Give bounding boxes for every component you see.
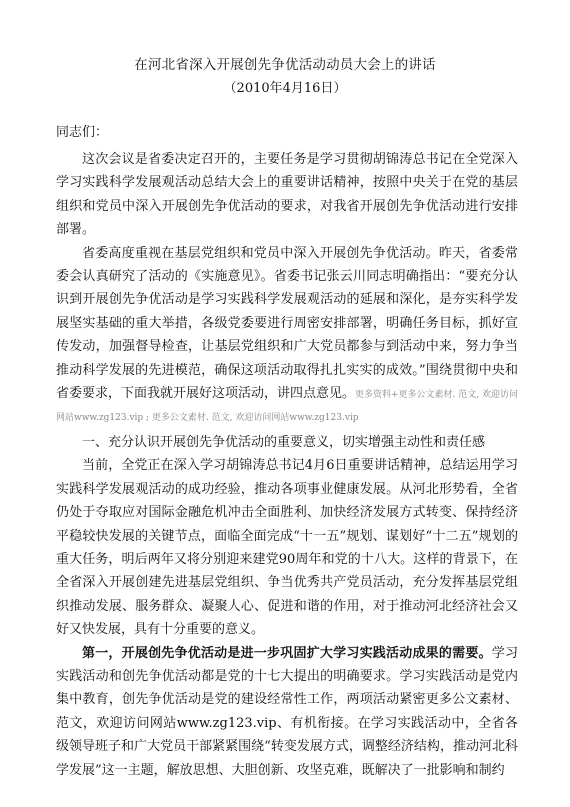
paragraph-text: 这次会议是省委决定召开的，主要任务是学习贯彻胡锦涛总书记在全党深入学习实践科学发展观活动总结大会上的重要讲话精神，按照中央关于在党的基层组织和党员中深入开展创先争优活动的要求，对我省开展创先争优活动进行安排部署。 [56, 152, 518, 238]
paragraph-4 [56, 642, 518, 782]
document-body [56, 148, 518, 782]
paragraph-text: 省委高度重视在基层党组织和党员中深入开展创先争优活动。昨天，省委常委会认真研究了活动的《实施意见》。省委书记张云川同志明确指出：“要充分认识到开展创先争优活动是学习实践科学发展观活动的延展和深化，是夯实科学发展坚实基础的重大举措，各级党委要进行周密安排部署，明确任务目标，抓好宣传发动，加强督导检查，让基层党组织和广大党员都参与到活动中来，努力争当推动科学发展的先进模范，确保这项活动取得扎扎实实的成效。”围绕贯彻中央和省委要求，下面我就开展好这项活动，讲四点意见。 [56, 245, 518, 402]
paragraph-3 [56, 454, 518, 641]
paragraph-1 [56, 148, 518, 242]
paragraph-text: 学习实践活动和创先争优活动都是党的十七大提出的明确要求。学习实践活动是党内集中教育，创先争优活动是党的建设经常性工作，两项活动紧密更多公文素材、范文，欢迎访问网站www.zg123.vip、有机衔接。在学习实践活动中，全省各级领导班子和广大党员干部紧紧围绕“转变发展方式，调整经济结构，推动河北科学发展”这一主题，解放思想、大胆创新、攻坚克难，既解决了一批影响和制约 [56, 645, 518, 778]
section-heading-1 [56, 431, 518, 454]
heading-text: 一、充分认识开展创先争优活动的重要意义，切实增强主动性和责任感 [82, 434, 486, 450]
speech-date: （2010年4月16日） [223, 81, 347, 96]
paragraph-lead: 第一，开展创先争优活动是进一步巩固扩大学习实践活动成果的需要。 [82, 645, 492, 661]
watermark-note: 更多资料+更多公文素材. 范文, 欢迎访问网站www.zg123.vip ; 更多公文素材. 范文, 欢迎访问网站www.zg123.vip [56, 390, 519, 424]
paragraph-2 [56, 242, 518, 429]
paragraph-text: 当前，全党正在深入学习胡锦涛总书记4月6日重要讲话精神，总结运用学习实践科学发展观活动的成功经验，推动各项事业健康发展。从河北形势看，全省仍处于夺取应对国际金融危机冲击全面胜利、加快经济发展方式转变、保持经济平稳较快发展的关键节点，面临全面完成“十一五”规划、谋划好“十二五”规划的重大任务，明后两年又将分别迎来建党90周年和党的十八大。这样的背景下，在全省深入开展创建先进基层党组织、争当优秀共产党员活动，充分发挥基层党组织推动发展、服务群众、凝聚人心、促进和谐的作用，对于推动河北经济社会又好又快发展，具有十分重要的意义。 [56, 458, 518, 638]
page-title: 在河北省深入开展创先争优活动动员大会上的讲话 [134, 57, 436, 73]
salutation: 同志们： [56, 125, 109, 140]
